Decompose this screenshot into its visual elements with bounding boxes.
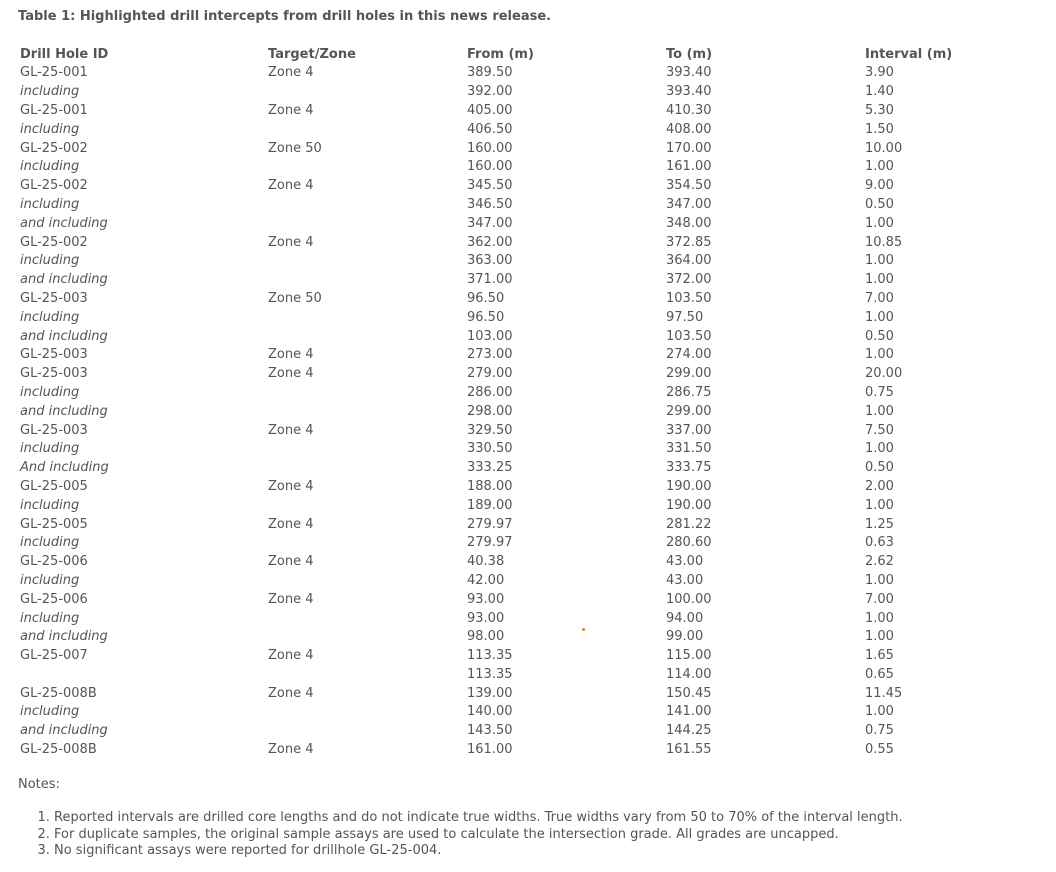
- table-row: [18, 628, 985, 647]
- cell-drill-hole-id: including: [20, 196, 80, 212]
- cell-target-zone: [266, 496, 465, 515]
- cell-from: 160.00: [467, 140, 513, 156]
- cell-target-zone: [266, 271, 465, 290]
- cell-target-zone: Zone 4: [268, 65, 314, 81]
- table-row: [18, 158, 985, 177]
- cell-from: 279.00: [467, 366, 513, 382]
- cell-drill-hole-id: GL-25-008B: [20, 685, 97, 701]
- cell-to: 410.30: [666, 102, 712, 118]
- cell-drill-hole-id: GL-25-003: [20, 290, 88, 306]
- note-item: 2. For duplicate samples, the original sample assays are used to calculate the intersection grade. All grades are uncapped.: [54, 827, 1054, 844]
- column-header-from: From (m): [467, 47, 534, 62]
- cell-target-zone: [266, 572, 465, 591]
- cell-drill-hole-id: and including: [20, 328, 108, 344]
- cell-to: 393.40: [666, 65, 712, 81]
- table-body: [18, 64, 985, 759]
- cell-drill-hole-id: including: [20, 159, 80, 175]
- cell-interval: 0.65: [865, 666, 894, 682]
- cell-to: 150.45: [666, 685, 712, 701]
- cell-interval: 0.50: [865, 196, 894, 212]
- cell-drill-hole-id: GL-25-006: [20, 554, 88, 570]
- cell-target-zone: [266, 196, 465, 215]
- table-row: [18, 120, 985, 139]
- cell-to: 43.00: [666, 554, 704, 570]
- table-row: [18, 421, 985, 440]
- cell-from: 98.00: [467, 629, 505, 645]
- cell-to: 103.50: [666, 328, 712, 344]
- table-row: [18, 346, 985, 365]
- cell-interval: 0.50: [865, 328, 894, 344]
- cell-target-zone: Zone 4: [268, 178, 314, 194]
- cell-interval: 1.25: [865, 516, 894, 532]
- cell-from: 298.00: [467, 403, 513, 419]
- table-row: [18, 402, 985, 421]
- cell-from: 93.00: [467, 591, 505, 607]
- cell-interval: 1.00: [865, 572, 894, 588]
- cell-to: 115.00: [666, 648, 712, 664]
- table-row: [18, 496, 985, 515]
- cell-interval: 9.00: [865, 178, 894, 194]
- cell-target-zone: Zone 4: [268, 685, 314, 701]
- cell-target-zone: Zone 4: [268, 554, 314, 570]
- table-row: [18, 214, 985, 233]
- cell-to: 331.50: [666, 441, 712, 457]
- cell-target-zone: [266, 308, 465, 327]
- cell-interval: 1.00: [865, 629, 894, 645]
- cell-target-zone: [266, 384, 465, 403]
- table-row: [18, 271, 985, 290]
- cell-drill-hole-id: including: [20, 121, 80, 137]
- cell-to: 141.00: [666, 704, 712, 720]
- cell-target-zone: [266, 628, 465, 647]
- cell-interval: 1.00: [865, 403, 894, 419]
- table-row: [18, 384, 985, 403]
- cell-interval: 0.75: [865, 723, 894, 739]
- cell-interval: 2.62: [865, 554, 894, 570]
- cell-from: 113.35: [467, 666, 513, 682]
- cell-to: 99.00: [666, 629, 704, 645]
- note-item: 3. No significant assays were reported for drillhole GL-25-004.: [54, 843, 1054, 860]
- table-row: [18, 572, 985, 591]
- cell-drill-hole-id: GL-25-007: [20, 648, 88, 664]
- table-row: [18, 83, 985, 102]
- cell-to: 97.50: [666, 309, 704, 325]
- cell-from: 333.25: [467, 460, 513, 476]
- cell-target-zone: [266, 327, 465, 346]
- cell-from: 113.35: [467, 648, 513, 664]
- cell-to: 348.00: [666, 215, 712, 231]
- cell-from: 140.00: [467, 704, 513, 720]
- cell-drill-hole-id: including: [20, 384, 80, 400]
- cell-to: 43.00: [666, 572, 704, 588]
- cell-interval: 1.00: [865, 272, 894, 288]
- cell-target-zone: Zone 50: [268, 290, 322, 306]
- cell-drill-hole-id: GL-25-002: [20, 234, 88, 250]
- cell-from: 139.00: [467, 685, 513, 701]
- cell-to: 274.00: [666, 347, 712, 363]
- cell-target-zone: Zone 4: [268, 478, 314, 494]
- cell-drill-hole-id: including: [20, 704, 80, 720]
- column-header-target-zone: Target/Zone: [268, 47, 356, 62]
- column-header-drill-hole-id: Drill Hole ID: [20, 47, 109, 62]
- cell-drill-hole-id: and including: [20, 403, 108, 419]
- cell-from: 96.50: [467, 309, 505, 325]
- table-row: [18, 534, 985, 553]
- table-row: [18, 233, 985, 252]
- cell-to: 372.85: [666, 234, 712, 250]
- table-header-row: [18, 45, 985, 64]
- cell-drill-hole-id: GL-25-001: [20, 102, 88, 118]
- cell-to: 354.50: [666, 178, 712, 194]
- cell-target-zone: [266, 120, 465, 139]
- table-row: [18, 177, 985, 196]
- cell-interval: 1.00: [865, 159, 894, 175]
- table-row: [18, 666, 985, 685]
- cell-to: 347.00: [666, 196, 712, 212]
- cell-from: 346.50: [467, 196, 513, 212]
- cell-from: 405.00: [467, 102, 513, 118]
- cell-target-zone: Zone 4: [268, 234, 314, 250]
- cell-interval: 1.00: [865, 215, 894, 231]
- cell-from: 406.50: [467, 121, 513, 137]
- table-row: [18, 647, 985, 666]
- table-row: [18, 459, 985, 478]
- cell-target-zone: Zone 4: [268, 422, 314, 438]
- cell-interval: 1.00: [865, 347, 894, 363]
- notes-label: Notes:: [18, 777, 60, 792]
- cell-drill-hole-id: And including: [20, 460, 109, 476]
- cell-drill-hole-id: including: [20, 572, 80, 588]
- cell-from: 363.00: [467, 253, 513, 269]
- cell-from: 362.00: [467, 234, 513, 250]
- cell-to: 364.00: [666, 253, 712, 269]
- cell-to: 190.00: [666, 478, 712, 494]
- cell-to: 337.00: [666, 422, 712, 438]
- cell-drill-hole-id: including: [20, 309, 80, 325]
- cell-interval: 1.00: [865, 309, 894, 325]
- cell-target-zone: [266, 703, 465, 722]
- cell-to: 161.00: [666, 159, 712, 175]
- cell-interval: 1.00: [865, 441, 894, 457]
- cell-target-zone: [266, 402, 465, 421]
- cell-interval: 1.40: [865, 84, 894, 100]
- cell-drill-hole-id: GL-25-008B: [20, 742, 97, 758]
- cell-interval: 0.55: [865, 742, 894, 758]
- cell-from: 371.00: [467, 272, 513, 288]
- cell-target-zone: Zone 4: [268, 742, 314, 758]
- cell-drill-hole-id: GL-25-003: [20, 422, 88, 438]
- cell-from: 389.50: [467, 65, 513, 81]
- cell-interval: 0.75: [865, 384, 894, 400]
- cell-target-zone: [266, 252, 465, 271]
- cell-from: 96.50: [467, 290, 505, 306]
- cell-drill-hole-id: GL-25-005: [20, 516, 88, 532]
- cell-drill-hole-id: GL-25-006: [20, 591, 88, 607]
- cell-from: 279.97: [467, 535, 513, 551]
- table-row: [18, 609, 985, 628]
- cell-drill-hole-id: GL-25-003: [20, 366, 88, 382]
- cell-to: 333.75: [666, 460, 712, 476]
- column-header-interval: Interval (m): [865, 47, 953, 62]
- note-item: 1. Reported intervals are drilled core lengths and do not indicate true widths. True widths vary from 50 to 70% of the interval length.: [54, 810, 1054, 827]
- drill-intercepts-table: [18, 45, 985, 759]
- cell-target-zone: [266, 666, 465, 685]
- cell-interval: 0.63: [865, 535, 894, 551]
- table-row: [18, 252, 985, 271]
- table-row: [18, 139, 985, 158]
- cell-target-zone: Zone 4: [268, 102, 314, 118]
- table-row: [18, 196, 985, 215]
- cell-drill-hole-id: GL-25-002: [20, 178, 88, 194]
- cell-from: 279.97: [467, 516, 513, 532]
- cell-from: 160.00: [467, 159, 513, 175]
- cell-drill-hole-id: and including: [20, 215, 108, 231]
- column-header-to: To (m): [666, 47, 713, 62]
- cell-target-zone: [266, 534, 465, 553]
- table-row: [18, 741, 985, 760]
- cell-from: 188.00: [467, 478, 513, 494]
- cell-interval: 1.00: [865, 610, 894, 626]
- cell-drill-hole-id: GL-25-005: [20, 478, 88, 494]
- cell-target-zone: Zone 4: [268, 648, 314, 664]
- stray-dot: [582, 628, 585, 631]
- cell-target-zone: Zone 4: [268, 347, 314, 363]
- cell-interval: 7.00: [865, 591, 894, 607]
- cell-interval: 5.30: [865, 102, 894, 118]
- cell-from: 143.50: [467, 723, 513, 739]
- table-row: [18, 102, 985, 121]
- table-row: [18, 308, 985, 327]
- table-row: [18, 684, 985, 703]
- cell-target-zone: [266, 722, 465, 741]
- cell-from: 392.00: [467, 84, 513, 100]
- cell-from: 42.00: [467, 572, 505, 588]
- table-row: [18, 478, 985, 497]
- cell-interval: 0.50: [865, 460, 894, 476]
- table-row: [18, 515, 985, 534]
- cell-drill-hole-id: including: [20, 84, 80, 100]
- cell-from: 273.00: [467, 347, 513, 363]
- cell-to: 190.00: [666, 497, 712, 513]
- cell-to: 100.00: [666, 591, 712, 607]
- cell-to: 372.00: [666, 272, 712, 288]
- cell-drill-hole-id: GL-25-003: [20, 347, 88, 363]
- cell-drill-hole-id: including: [20, 610, 80, 626]
- cell-drill-hole-id: GL-25-001: [20, 65, 88, 81]
- cell-to: 286.75: [666, 384, 712, 400]
- cell-target-zone: Zone 4: [268, 591, 314, 607]
- table-row: [18, 327, 985, 346]
- cell-to: 144.25: [666, 723, 712, 739]
- cell-from: 347.00: [467, 215, 513, 231]
- cell-from: 40.38: [467, 554, 505, 570]
- cell-interval: 7.50: [865, 422, 894, 438]
- table-row: [18, 290, 985, 309]
- cell-drill-hole-id: [18, 666, 266, 685]
- cell-to: 281.22: [666, 516, 712, 532]
- cell-drill-hole-id: and including: [20, 723, 108, 739]
- cell-interval: 1.00: [865, 704, 894, 720]
- cell-target-zone: [266, 609, 465, 628]
- cell-drill-hole-id: including: [20, 441, 80, 457]
- cell-from: 329.50: [467, 422, 513, 438]
- cell-from: 330.50: [467, 441, 513, 457]
- cell-drill-hole-id: and including: [20, 272, 108, 288]
- cell-to: 114.00: [666, 666, 712, 682]
- cell-target-zone: [266, 440, 465, 459]
- cell-interval: 7.00: [865, 290, 894, 306]
- table-row: [18, 64, 985, 83]
- cell-target-zone: [266, 459, 465, 478]
- table-title: Table 1: Highlighted drill intercepts from drill holes in this news release.: [18, 9, 552, 24]
- cell-from: 161.00: [467, 742, 513, 758]
- cell-target-zone: Zone 50: [268, 140, 322, 156]
- cell-target-zone: [266, 83, 465, 102]
- cell-to: 408.00: [666, 121, 712, 137]
- cell-drill-hole-id: GL-25-002: [20, 140, 88, 156]
- cell-interval: 1.65: [865, 648, 894, 664]
- cell-from: 103.00: [467, 328, 513, 344]
- cell-target-zone: [266, 214, 465, 233]
- cell-interval: 10.00: [865, 140, 903, 156]
- cell-target-zone: [266, 158, 465, 177]
- cell-interval: 2.00: [865, 478, 894, 494]
- table-row: [18, 553, 985, 572]
- cell-to: 280.60: [666, 535, 712, 551]
- cell-drill-hole-id: and including: [20, 629, 108, 645]
- cell-to: 94.00: [666, 610, 704, 626]
- table-row: [18, 722, 985, 741]
- cell-from: 345.50: [467, 178, 513, 194]
- cell-interval: 1.00: [865, 253, 894, 269]
- table-row: [18, 590, 985, 609]
- table-row: [18, 440, 985, 459]
- cell-drill-hole-id: including: [20, 535, 80, 551]
- cell-from: 189.00: [467, 497, 513, 513]
- cell-interval: 20.00: [865, 366, 903, 382]
- cell-to: 299.00: [666, 403, 712, 419]
- cell-interval: 11.45: [865, 685, 903, 701]
- cell-to: 299.00: [666, 366, 712, 382]
- cell-from: 93.00: [467, 610, 505, 626]
- cell-interval: 10.85: [865, 234, 903, 250]
- cell-to: 103.50: [666, 290, 712, 306]
- cell-interval: 1.50: [865, 121, 894, 137]
- cell-to: 161.55: [666, 742, 712, 758]
- cell-target-zone: Zone 4: [268, 516, 314, 532]
- cell-interval: 3.90: [865, 65, 894, 81]
- cell-to: 393.40: [666, 84, 712, 100]
- cell-to: 170.00: [666, 140, 712, 156]
- cell-target-zone: Zone 4: [268, 366, 314, 382]
- notes-list: [18, 810, 1054, 860]
- cell-drill-hole-id: including: [20, 253, 80, 269]
- table-row: [18, 703, 985, 722]
- table-row: [18, 365, 985, 384]
- cell-interval: 1.00: [865, 497, 894, 513]
- cell-drill-hole-id: including: [20, 497, 80, 513]
- cell-from: 286.00: [467, 384, 513, 400]
